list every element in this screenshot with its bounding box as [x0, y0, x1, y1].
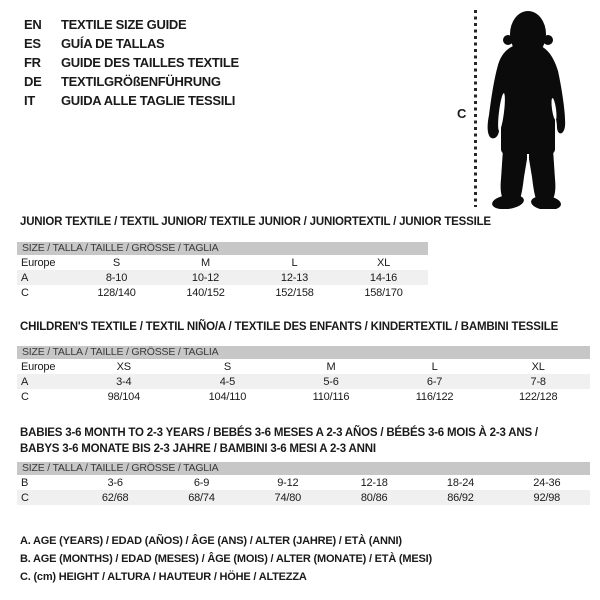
- age-cell: 5-6: [323, 375, 339, 388]
- age-cell: 12-18: [360, 476, 388, 489]
- row-label: Europe: [21, 360, 56, 373]
- language-code: DE: [24, 74, 42, 89]
- height-cell: 80/86: [360, 491, 388, 504]
- table-row: [17, 359, 590, 374]
- row-label: Europe: [21, 256, 56, 269]
- language-row-es: [24, 34, 239, 53]
- junior-table-title: JUNIOR TEXTILE / TEXTIL JUNIOR/ TEXTILE JUNIOR / JUNIORTEXTIL / JUNIOR TESSILE: [20, 216, 491, 228]
- guide-title-en: TEXTILE SIZE GUIDE: [61, 17, 187, 32]
- height-cell: 110/116: [312, 390, 350, 403]
- size-cell: L: [291, 256, 298, 269]
- junior-size-header: SIZE / TALLA / TAILLE / GRÖSSE / TAGLIA: [17, 242, 428, 255]
- note-a-age-years: A. AGE (YEARS) / EDAD (AÑOS) / ÂGE (ANS) / ALTER (JAHRE) / ETÀ (ANNI): [20, 535, 402, 547]
- height-cell: 140/152: [186, 286, 225, 299]
- language-code: IT: [24, 93, 35, 108]
- age-cell: 8-10: [105, 271, 128, 284]
- height-cell: 98/104: [107, 390, 141, 403]
- note-c-height: C. (cm) HEIGHT / ALTURA / HAUTEUR / HÖHE / ALTEZZA: [20, 571, 307, 583]
- row-label: A: [21, 271, 29, 284]
- junior-size-table: [17, 255, 428, 300]
- size-cell: XS: [116, 360, 131, 373]
- babies-table: [17, 462, 590, 505]
- table-row: [17, 285, 428, 300]
- table-row: [17, 490, 590, 505]
- language-row-de: [24, 72, 239, 91]
- row-label: C: [21, 491, 29, 504]
- size-cell: S: [223, 360, 231, 373]
- language-row-fr: [24, 53, 239, 72]
- height-cell: 86/92: [447, 491, 474, 504]
- children-table-title: CHILDREN'S TEXTILE / TEXTIL NIÑO/A / TEXTILE DES ENFANTS / KINDERTEXTIL / BAMBINI TESSILE: [20, 321, 559, 333]
- table-row: [17, 270, 428, 285]
- language-row-en: [24, 15, 239, 34]
- language-row-it: [24, 91, 239, 110]
- guide-title-de: TEXTILGRÖßENFÜHRUNG: [61, 74, 221, 89]
- height-cell: 116/122: [415, 390, 454, 403]
- height-cell: 158/170: [364, 286, 403, 299]
- height-cell: 128/140: [97, 286, 136, 299]
- table-row: [17, 255, 428, 270]
- language-code: FR: [24, 55, 41, 70]
- table-row: [17, 389, 590, 404]
- height-cell: 92/98: [533, 491, 561, 504]
- guide-title-it: GUIDA ALLE TAGLIE TESSILI: [61, 93, 236, 108]
- height-cell: 74/80: [274, 491, 302, 504]
- height-cell: 68/74: [188, 491, 215, 504]
- height-cell: 104/110: [208, 390, 247, 403]
- babies-size-header: SIZE / TALLA / TAILLE / GRÖSSE / TAGLIA: [17, 462, 590, 475]
- children-size-table: [17, 359, 590, 404]
- age-cell: 6-7: [426, 375, 443, 388]
- height-cell: 152/158: [275, 286, 314, 299]
- age-cell: 14-16: [369, 271, 398, 284]
- height-cell: 62/68: [101, 491, 129, 504]
- age-cell: 4-5: [219, 375, 236, 388]
- children-size-header: SIZE / TALLA / TAILLE / GRÖSSE / TAGLIA: [17, 346, 590, 359]
- babies-size-table: [17, 475, 590, 505]
- row-label: C: [21, 286, 29, 299]
- junior-table: [17, 242, 428, 300]
- age-cell: 6-9: [193, 476, 210, 489]
- babies-title-line-2: BABYS 3-6 MONATE BIS 2-3 JAHRE / BAMBINI 3-6 MESI A 2-3 ANNI: [20, 443, 376, 455]
- age-cell: 18-24: [446, 476, 475, 489]
- size-cell: M: [326, 360, 336, 373]
- language-code: ES: [24, 36, 41, 51]
- age-cell: 3-6: [107, 476, 123, 489]
- table-row: [17, 475, 590, 490]
- age-cell: 7-8: [530, 375, 546, 388]
- height-c-label: C: [457, 106, 467, 121]
- babies-table-title: [20, 425, 580, 457]
- age-cell: 9-12: [277, 476, 299, 489]
- guide-title-fr: GUIDE DES TAILLES TEXTILE: [61, 55, 239, 70]
- children-table: [17, 346, 590, 404]
- row-label: A: [21, 375, 29, 388]
- row-label: B: [21, 476, 29, 489]
- age-cell: 3-4: [116, 375, 132, 388]
- age-cell: 10-12: [191, 271, 220, 284]
- note-b-age-months: B. AGE (MONTHS) / EDAD (MESES) / ÂGE (MOIS) / ALTER (MONATE) / ETÀ (MESI): [20, 553, 432, 565]
- height-cell: 122/128: [519, 390, 558, 403]
- table-row: [17, 374, 590, 389]
- babies-title-line-1: BABIES 3-6 MONTH TO 2-3 YEARS / BEBÉS 3-6 MESES A 2-3 AÑOS / BÉBÉS 3-6 MOIS À 2-3 ANS /: [20, 427, 538, 439]
- age-cell: 24-36: [533, 476, 561, 489]
- row-label: C: [21, 390, 29, 403]
- age-cell: 12-13: [280, 271, 309, 284]
- guide-title-es: GUÍA DE TALLAS: [61, 36, 165, 51]
- size-cell: XL: [531, 360, 545, 373]
- size-cell: M: [201, 256, 210, 269]
- language-code: EN: [24, 17, 42, 32]
- legend-notes: [20, 532, 432, 586]
- size-cell: L: [431, 360, 438, 373]
- size-cell: S: [112, 256, 121, 269]
- size-cell: XL: [376, 256, 391, 269]
- toddler-silhouette-icon: [486, 9, 570, 209]
- height-dashed-line: [474, 10, 477, 207]
- language-title-list: [24, 15, 239, 110]
